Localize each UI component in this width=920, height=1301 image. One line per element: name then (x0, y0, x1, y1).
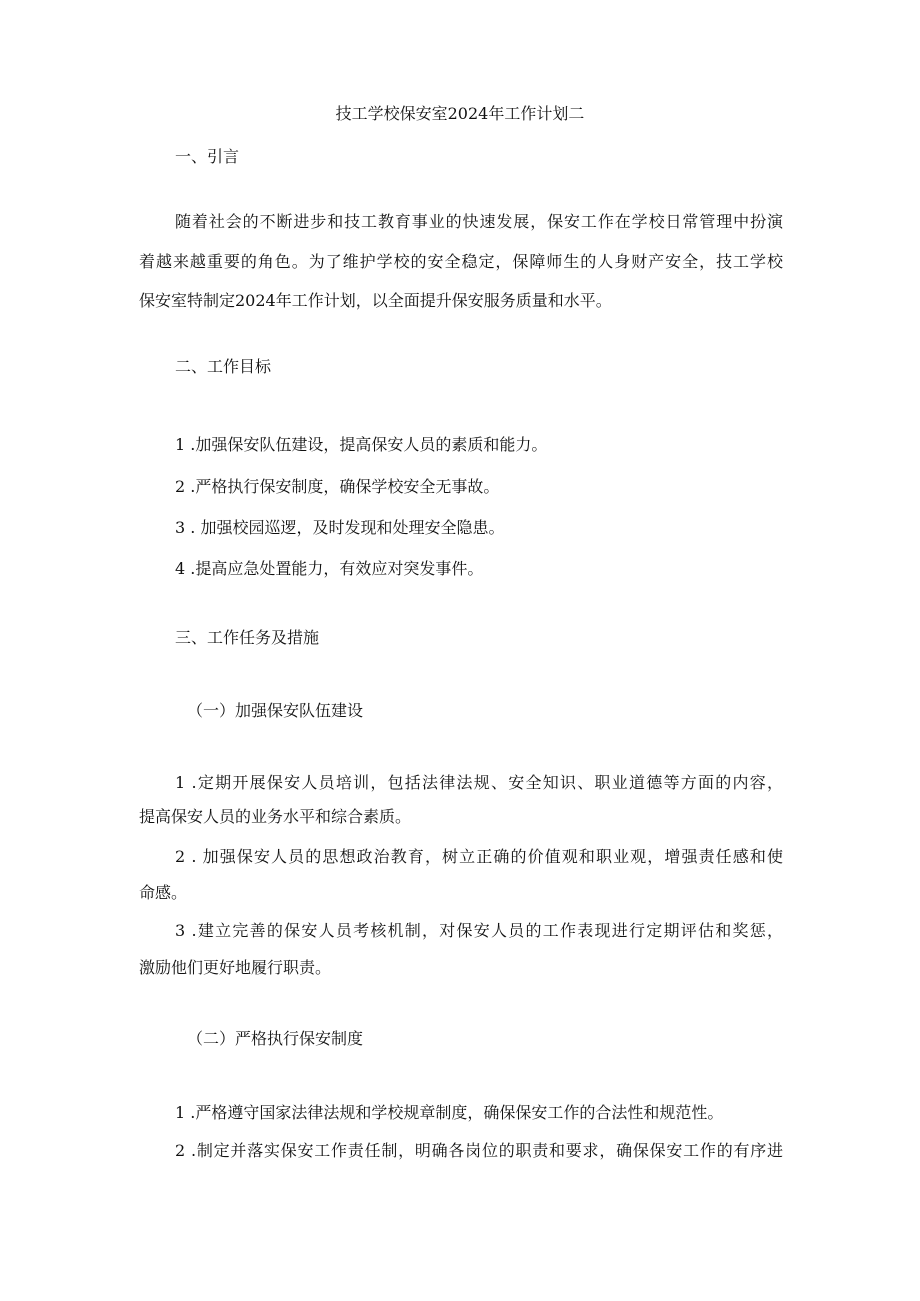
intro-paragraph-line-2: 着越来越重要的角色。为了维护学校的安全稳定，保障师生的人身财产安全，技工学校 (139, 252, 783, 271)
section-heading-introduction: 一、引言 (175, 147, 240, 166)
goal-item-1: 1 .加强保安队伍建设，提高保安人员的素质和能力。 (175, 435, 548, 454)
goal-item-2: 2 .严格执行保安制度，确保学校安全无事故。 (175, 477, 500, 496)
intro-paragraph-line-3: 保安室特制定2024年工作计划，以全面提升保安服务质量和水平。 (139, 291, 612, 310)
section-heading-tasks: 三、工作任务及措施 (175, 628, 320, 647)
intro-paragraph-line-1: 随着社会的不断进步和技工教育事业的快速发展，保安工作在学校日常管理中扮演 (175, 212, 783, 231)
team-item-1-line-2: 提高保安人员的业务水平和综合素质。 (139, 807, 412, 826)
goal-item-3: 3 . 加强校园巡逻，及时发现和处理安全隐患。 (175, 518, 505, 537)
rules-item-2-line-1: 2 .制定并落实保安工作责任制，明确各岗位的职责和要求，确保保安工作的有序进 (175, 1141, 783, 1160)
team-item-2-line-1: 2 . 加强保安人员的思想政治教育，树立正确的价值观和职业观，增强责任感和使 (175, 847, 783, 866)
subsection-heading-team: （一）加强保安队伍建设 (187, 701, 364, 720)
goal-item-4: 4 .提高应急处置能力，有效应对突发事件。 (175, 559, 484, 578)
document-title: 技工学校保安室2024年工作计划二 (335, 104, 585, 123)
subsection-heading-rules: （二）严格执行保安制度 (187, 1029, 364, 1048)
team-item-1-line-1: 1 .定期开展保安人员培训，包括法律法规、安全知识、职业道德等方面的内容， (175, 773, 783, 792)
section-heading-goals: 二、工作目标 (175, 357, 272, 376)
rules-item-1: 1 .严格遵守国家法律法规和学校规章制度，确保保安工作的合法性和规范性。 (175, 1103, 724, 1122)
team-item-3-line-2: 激励他们更好地履行职责。 (139, 958, 332, 977)
team-item-3-line-1: 3 .建立完善的保安人员考核机制，对保安人员的工作表现进行定期评估和奖惩， (175, 921, 783, 940)
team-item-2-line-2: 命感。 (139, 883, 188, 902)
